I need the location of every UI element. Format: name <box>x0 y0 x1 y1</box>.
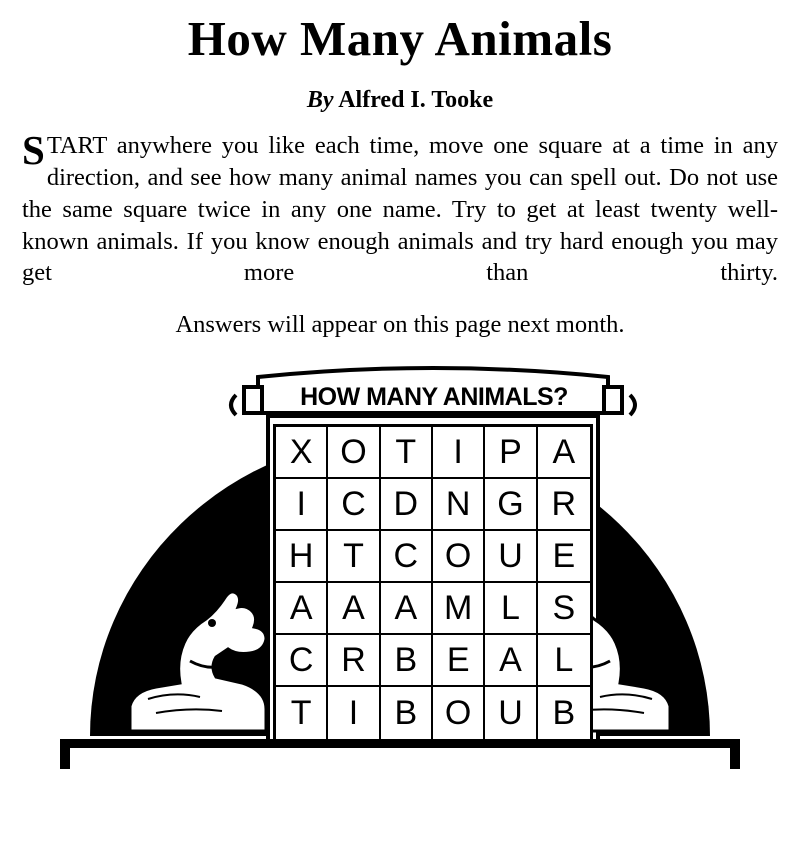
puzzle-cell: A <box>538 427 590 479</box>
puzzle-cell: N <box>433 479 485 531</box>
puzzle-illustration <box>30 361 770 781</box>
puzzle-cell: A <box>328 583 380 635</box>
puzzle-cell: X <box>276 427 328 479</box>
puzzle-cell: T <box>328 531 380 583</box>
page-title: How Many Animals <box>187 11 613 66</box>
puzzle-cell: T <box>276 687 328 739</box>
puzzle-cell: R <box>538 479 590 531</box>
banner-left-scroll <box>231 395 236 415</box>
puzzle-cell: C <box>276 635 328 687</box>
puzzle-grid <box>273 424 593 742</box>
byline-by-word: By <box>306 87 334 113</box>
banner-left-end <box>244 387 262 413</box>
puzzle-cell: U <box>485 531 537 583</box>
puzzle-cell: A <box>276 583 328 635</box>
puzzle-cell: R <box>328 635 380 687</box>
puzzle-cell: I <box>276 479 328 531</box>
puzzle-cell: D <box>381 479 433 531</box>
puzzle-cell: I <box>328 687 380 739</box>
base-right-foot <box>730 739 740 769</box>
puzzle-cell: L <box>538 635 590 687</box>
banner-right-scroll <box>630 395 635 415</box>
puzzle-cell: B <box>381 687 433 739</box>
answers-note: Answers will appear on this page next month. <box>175 311 625 339</box>
intro-text: TART anywhere you like each time, move one square at a time in any direction, and see how many animal names you can spell out. Do not use the same square twice in any one name. Try to get at least twenty well-known animals. If you know enough animals and try hard enough you may get more than thirty. <box>22 132 778 287</box>
puzzle-cell: T <box>381 427 433 479</box>
intro-paragraph <box>22 127 778 289</box>
puzzle-cell: G <box>485 479 537 531</box>
puzzle-cell: A <box>485 635 537 687</box>
puzzle-cell: C <box>328 479 380 531</box>
puzzle-cell: I <box>433 427 485 479</box>
byline <box>0 87 800 114</box>
puzzle-cell: E <box>433 635 485 687</box>
banner-right-end <box>604 387 622 413</box>
drop-cap: S <box>22 127 45 173</box>
puzzle-cell: B <box>381 635 433 687</box>
page <box>0 11 800 867</box>
puzzle-cell: C <box>381 531 433 583</box>
puzzle-cell: U <box>485 687 537 739</box>
puzzle-cell: S <box>538 583 590 635</box>
byline-author: Alfred I. Tooke <box>338 87 494 113</box>
left-dog-eye <box>208 619 216 627</box>
puzzle-cell: P <box>485 427 537 479</box>
puzzle-cell: O <box>433 687 485 739</box>
puzzle-cell: B <box>552 694 576 733</box>
base-left-foot <box>60 739 70 769</box>
banner-label: HOW MANY ANIMALS? <box>300 383 568 412</box>
puzzle-cell: O <box>433 531 485 583</box>
puzzle-cell: M <box>433 583 485 635</box>
puzzle-cell: H <box>276 531 328 583</box>
puzzle-cell: E <box>538 531 590 583</box>
puzzle-cell: A <box>381 583 433 635</box>
puzzle-cell: L <box>485 583 537 635</box>
puzzle-cell: O <box>328 427 380 479</box>
